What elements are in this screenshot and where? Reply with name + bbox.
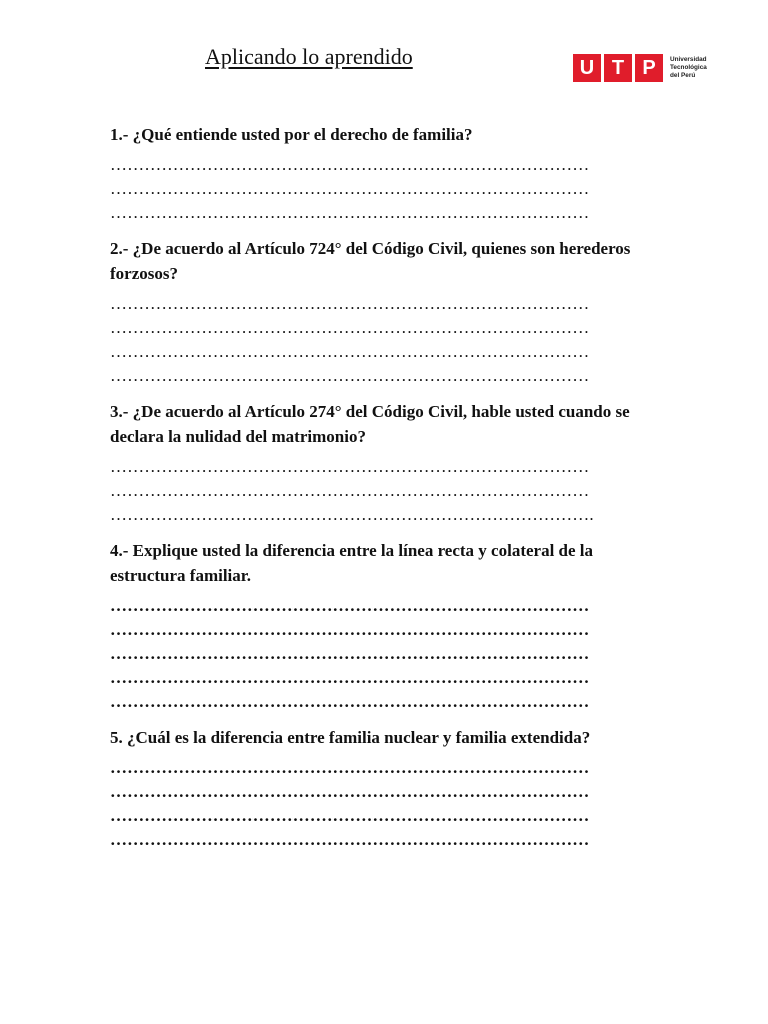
answer-line: ………………………………………………………………………… [110,668,590,687]
questions-list [110,122,648,863]
page-title: Aplicando lo aprendido [205,44,413,69]
answer-line: ………………………………………………………………………… [110,481,590,500]
question-2 [110,236,648,388]
answer-area[interactable] [110,756,648,852]
logo-text-line: Universidad [670,56,707,63]
logo-text [670,56,707,80]
question-text: 4.- Explique usted la diferencia entre la línea recta y colateral de la estructura familiar. [110,541,594,585]
question-text: 5. ¿Cuál es la diferencia entre familia nuclear y familia extendida? [110,728,591,747]
answer-area[interactable] [110,594,648,714]
answer-line: ………………………………………………………………………… [110,155,590,174]
answer-line: ………………………………………………………………………… [110,179,590,198]
answer-line: ………………………………………………………………………… [110,806,590,825]
question-text: 1.- ¿Qué entiende usted por el derecho de familia? [110,125,473,144]
answer-line: ………………………………………………………………………… [110,342,590,361]
question-text: 3.- ¿De acuerdo al Artículo 274° del Código Civil, hable usted cuando se declara la nulidad del matrimonio? [110,402,630,446]
answer-line: ………………………………………………………………………… [110,203,590,222]
logo-letter-p: P [635,54,663,82]
answer-line: ………………………………………………………………………… [110,644,590,663]
answer-line: ………………………………………………………………………… [110,692,590,711]
answer-line: ………………………………………………………………………… [110,596,590,615]
question-5 [110,725,648,852]
answer-line: ………………………………………………………………………… [110,294,590,313]
question-4 [110,538,648,714]
question-1 [110,122,648,225]
answer-line: ………………………………………………………………………… [110,457,590,476]
answer-area[interactable] [110,153,648,225]
answer-line: …………………………………………………………………………. [110,505,594,524]
logo-text-line: del Perú [670,72,696,79]
answer-area[interactable] [110,292,648,388]
logo-letter-t: T [604,54,632,82]
answer-line: ………………………………………………………………………… [110,620,590,639]
utp-logo [573,54,707,82]
answer-line: ………………………………………………………………………… [110,782,590,801]
question-3 [110,399,648,527]
answer-line: ………………………………………………………………………… [110,366,590,385]
answer-area[interactable] [110,455,648,527]
question-text: 2.- ¿De acuerdo al Artículo 724° del Código Civil, quienes son herederos forzosos? [110,239,631,283]
answer-line: ………………………………………………………………………… [110,830,590,849]
answer-line: ………………………………………………………………………… [110,318,590,337]
logo-letter-u: U [573,54,601,82]
logo-text-line: Tecnológica [670,64,707,71]
answer-line: ………………………………………………………………………… [110,758,590,777]
